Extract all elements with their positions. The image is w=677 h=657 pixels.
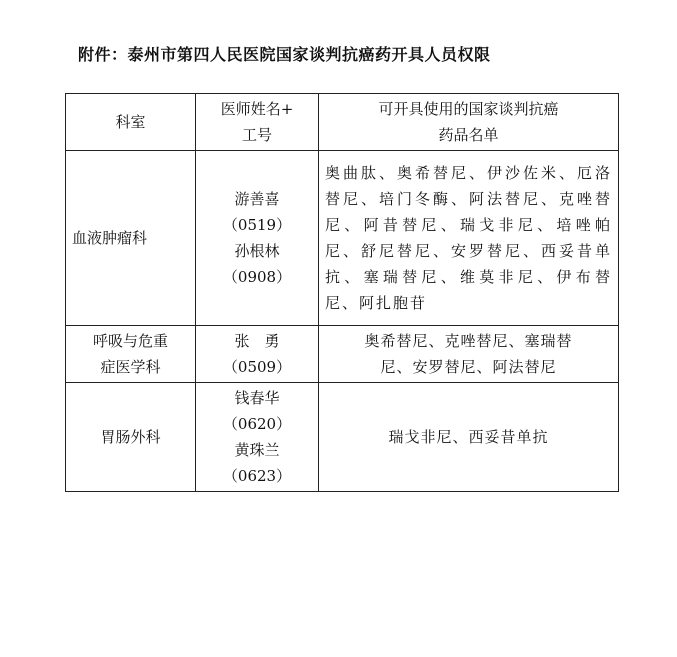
drugs-line1: 奥希替尼、克唑替尼、塞瑞替 [364, 332, 573, 350]
header-dept: 科室 [66, 94, 196, 151]
doctor-id: （0620） [222, 415, 292, 433]
doctor-name: 孙根林 [234, 242, 280, 260]
drugs-line2: 尼、安罗替尼、阿法替尼 [380, 358, 557, 376]
doctor-cell [196, 326, 319, 383]
table-header-row [66, 94, 619, 151]
doctor-name: 黄珠兰 [234, 441, 280, 459]
page-title: 附件：泰州市第四人民医院国家谈判抗癌药开具人员权限 [78, 45, 491, 64]
header-doctor-line2: 工号 [241, 126, 272, 144]
drugs-cell: 瑞戈非尼、西妥昔单抗 [319, 383, 619, 492]
dept-line1: 呼吸与危重 [92, 332, 168, 350]
permissions-table [65, 93, 619, 492]
doctor-id: （0908） [222, 268, 292, 286]
table-row [66, 151, 619, 326]
drugs-cell [319, 326, 619, 383]
doctor-name: 游善喜 [234, 190, 280, 208]
header-doctor-line1: 医师姓名+ [220, 100, 294, 118]
header-drugs-line1: 可开具使用的国家谈判抗癌 [378, 100, 559, 118]
doctor-id: （0519） [222, 216, 292, 234]
dept-cell: 血液肿瘤科 [66, 151, 196, 326]
header-drugs [319, 94, 619, 151]
drugs-cell: 奥曲肽、奥希替尼、伊沙佐米、厄洛替尼、培门冬酶、阿法替尼、克唑替尼、阿昔替尼、瑞戈非尼、培唑帕尼、舒尼替尼、安罗替尼、西妥昔单抗、塞瑞替尼、维莫非尼、伊布替尼、阿扎胞苷 [319, 151, 619, 326]
doctor-cell [196, 151, 319, 326]
table-row [66, 383, 619, 492]
header-doctor [196, 94, 319, 151]
doctor-id: （0623） [222, 467, 292, 485]
table-row [66, 326, 619, 383]
dept-line2: 症医学科 [100, 358, 161, 376]
dept-cell: 胃肠外科 [66, 383, 196, 492]
doctor-name: 钱春华 [234, 389, 280, 407]
header-drugs-line2: 药品名单 [438, 126, 499, 144]
doctor-name: 张 勇 [234, 332, 280, 350]
doctor-cell [196, 383, 319, 492]
doctor-id: （0509） [222, 358, 292, 376]
dept-cell [66, 326, 196, 383]
